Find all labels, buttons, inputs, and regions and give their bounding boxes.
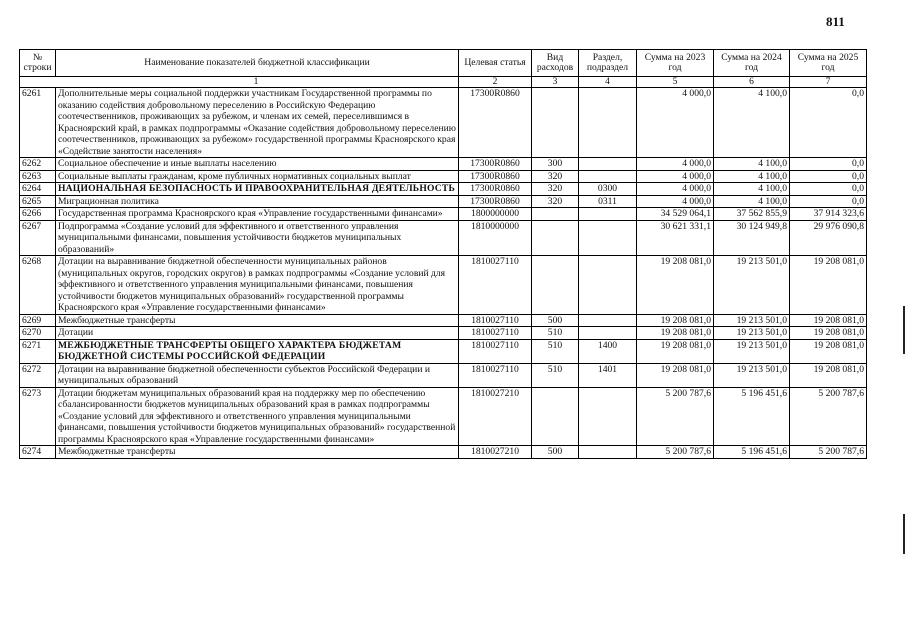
row-name: Межбюджетные трансферты xyxy=(56,446,459,459)
row-target-code: 1810027210 xyxy=(459,446,532,459)
row-number: 6269 xyxy=(20,314,56,327)
row-sum-2024: 4 100,0 xyxy=(714,88,790,158)
column-number-row xyxy=(20,77,867,88)
row-sum-2023: 5 200 787,6 xyxy=(637,387,714,446)
row-sum-2023: 30 621 331,1 xyxy=(637,220,714,256)
row-expense-type: 300 xyxy=(532,158,579,171)
row-target-code: 1810027110 xyxy=(459,363,532,387)
row-sum-2023: 4 000,0 xyxy=(637,183,714,196)
row-section xyxy=(579,256,637,315)
row-number: 6266 xyxy=(20,208,56,221)
table-body xyxy=(20,88,867,459)
row-name: Дополнительные меры социальной поддержки участникам Государственной программы по оказанию содействия добровольному переселению в Российскую Федерацию соотечественников, проживающих за рубежом, и членам их семей, переселившимся в Красноярский край, в рамках подпрограммы «Оказание содействия добровольному переселению соотечественников, проживающих за рубежом» государственной программы Красноярского края «Содействие занятости населения» xyxy=(56,88,459,158)
row-sum-2023: 19 208 081,0 xyxy=(637,363,714,387)
table-row xyxy=(20,220,867,256)
row-target-code: 1800000000 xyxy=(459,208,532,221)
row-section: 0311 xyxy=(579,195,637,208)
row-sum-2025: 0,0 xyxy=(790,195,867,208)
row-number: 6268 xyxy=(20,256,56,315)
row-expense-type: 320 xyxy=(532,195,579,208)
row-sum-2024: 19 213 501,0 xyxy=(714,256,790,315)
budget-table xyxy=(19,49,867,459)
row-target-code: 17300R0860 xyxy=(459,183,532,196)
row-expense-type xyxy=(532,220,579,256)
row-target-code: 17300R0860 xyxy=(459,158,532,171)
row-sum-2023: 19 208 081,0 xyxy=(637,256,714,315)
row-sum-2025: 0,0 xyxy=(790,170,867,183)
row-sum-2024: 4 100,0 xyxy=(714,183,790,196)
row-sum-2025: 19 208 081,0 xyxy=(790,314,867,327)
row-sum-2025: 0,0 xyxy=(790,183,867,196)
row-sum-2024: 4 100,0 xyxy=(714,158,790,171)
header-sum-2023: Сумма на 2023 год xyxy=(637,50,714,77)
row-sum-2024: 19 213 501,0 xyxy=(714,363,790,387)
row-target-code: 1810027110 xyxy=(459,339,532,363)
row-sum-2025: 5 200 787,6 xyxy=(790,387,867,446)
row-sum-2023: 4 000,0 xyxy=(637,158,714,171)
row-name: Дотации xyxy=(56,327,459,340)
row-number: 6264 xyxy=(20,183,56,196)
row-sum-2024: 19 213 501,0 xyxy=(714,339,790,363)
row-section xyxy=(579,88,637,158)
header-section: Раздел, подраздел xyxy=(579,50,637,77)
header-target: Целевая статья xyxy=(459,50,532,77)
row-name: Миграционная политика xyxy=(56,195,459,208)
row-sum-2025: 19 208 081,0 xyxy=(790,339,867,363)
table-row xyxy=(20,387,867,446)
row-expense-type: 500 xyxy=(532,446,579,459)
row-sum-2025: 5 200 787,6 xyxy=(790,446,867,459)
row-sum-2024: 5 196 451,6 xyxy=(714,446,790,459)
row-name: Дотации на выравнивание бюджетной обеспеченности муниципальных районов (муниципальных округов, городских округов) в рамках подпрограммы «Создание условий для эффективного и ответственного управления муниципальными финансами, повышения устойчивости бюджетов муниципальных образований» государственной программы Красноярского края «Управление государственными финансами» xyxy=(56,256,459,315)
row-section xyxy=(579,220,637,256)
row-target-code: 1810027110 xyxy=(459,314,532,327)
row-sum-2023: 5 200 787,6 xyxy=(637,446,714,459)
header-row xyxy=(20,50,867,77)
row-target-code: 17300R0860 xyxy=(459,170,532,183)
row-sum-2024: 4 100,0 xyxy=(714,170,790,183)
page-number: 811 xyxy=(826,14,845,29)
table-row xyxy=(20,339,867,363)
row-sum-2023: 19 208 081,0 xyxy=(637,314,714,327)
row-sum-2025: 19 208 081,0 xyxy=(790,363,867,387)
row-expense-type xyxy=(532,208,579,221)
row-number: 6267 xyxy=(20,220,56,256)
column-number: 4 xyxy=(579,77,637,88)
row-sum-2024: 19 213 501,0 xyxy=(714,314,790,327)
row-expense-type: 320 xyxy=(532,183,579,196)
column-number: 1 xyxy=(20,77,459,88)
table-row xyxy=(20,183,867,196)
column-number: 3 xyxy=(532,77,579,88)
row-section xyxy=(579,446,637,459)
row-section xyxy=(579,314,637,327)
header-name: Наименование показателей бюджетной классификации xyxy=(56,50,459,77)
table-row xyxy=(20,158,867,171)
row-sum-2024: 5 196 451,6 xyxy=(714,387,790,446)
row-sum-2025: 19 208 081,0 xyxy=(790,256,867,315)
table-row xyxy=(20,314,867,327)
row-number: 6271 xyxy=(20,339,56,363)
row-name: Межбюджетные трансферты xyxy=(56,314,459,327)
row-target-code: 17300R0860 xyxy=(459,195,532,208)
row-sum-2024: 19 213 501,0 xyxy=(714,327,790,340)
row-number: 6261 xyxy=(20,88,56,158)
row-expense-type xyxy=(532,387,579,446)
row-target-code: 1810027110 xyxy=(459,256,532,315)
header-sum-2024: Сумма на 2024 год xyxy=(714,50,790,77)
row-section: 1401 xyxy=(579,363,637,387)
row-sum-2024: 4 100,0 xyxy=(714,195,790,208)
row-sum-2025: 37 914 323,6 xyxy=(790,208,867,221)
header-row-no: № строки xyxy=(20,50,56,77)
table-row xyxy=(20,208,867,221)
header-expense-type: Вид расходов xyxy=(532,50,579,77)
column-number: 5 xyxy=(637,77,714,88)
row-sum-2023: 19 208 081,0 xyxy=(637,327,714,340)
row-name: НАЦИОНАЛЬНАЯ БЕЗОПАСНОСТЬ И ПРАВООХРАНИТЕЛЬНАЯ ДЕЯТЕЛЬНОСТЬ xyxy=(56,183,459,196)
row-expense-type: 510 xyxy=(532,327,579,340)
row-section: 0300 xyxy=(579,183,637,196)
row-expense-type xyxy=(532,88,579,158)
row-sum-2025: 0,0 xyxy=(790,88,867,158)
row-expense-type: 320 xyxy=(532,170,579,183)
row-sum-2023: 4 000,0 xyxy=(637,170,714,183)
row-number: 6274 xyxy=(20,446,56,459)
row-name: Социальное обеспечение и иные выплаты населению xyxy=(56,158,459,171)
table-row xyxy=(20,88,867,158)
table-row xyxy=(20,170,867,183)
row-sum-2025: 19 208 081,0 xyxy=(790,327,867,340)
row-name: Социальные выплаты гражданам, кроме публичных нормативных социальных выплат xyxy=(56,170,459,183)
row-number: 6263 xyxy=(20,170,56,183)
row-section xyxy=(579,170,637,183)
row-sum-2023: 34 529 064,1 xyxy=(637,208,714,221)
row-number: 6265 xyxy=(20,195,56,208)
row-target-code: 1810027210 xyxy=(459,387,532,446)
table-row xyxy=(20,256,867,315)
row-expense-type: 500 xyxy=(532,314,579,327)
row-section xyxy=(579,158,637,171)
column-number: 7 xyxy=(790,77,867,88)
table-row xyxy=(20,446,867,459)
row-name: Дотации бюджетам муниципальных образований края на поддержку мер по обеспечению сбалансированности бюджетов муниципальных образований края в рамках подпрограммы «Создание условий для эффективного и ответственного управления муниципальными финансами, повышения устойчивости бюджетов муниципальных образований» государственной программы Красноярского края «Управление государственными финансами» xyxy=(56,387,459,446)
row-sum-2023: 19 208 081,0 xyxy=(637,339,714,363)
row-expense-type xyxy=(532,256,579,315)
row-target-code: 17300R0860 xyxy=(459,88,532,158)
row-number: 6262 xyxy=(20,158,56,171)
row-name: Государственная программа Красноярского края «Управление государственными финансами» xyxy=(56,208,459,221)
table-row xyxy=(20,363,867,387)
row-sum-2023: 4 000,0 xyxy=(637,88,714,158)
column-number: 6 xyxy=(714,77,790,88)
row-expense-type: 510 xyxy=(532,339,579,363)
row-section xyxy=(579,208,637,221)
row-number: 6270 xyxy=(20,327,56,340)
header-sum-2025: Сумма на 2025 год xyxy=(790,50,867,77)
row-sum-2023: 4 000,0 xyxy=(637,195,714,208)
row-name: Подпрограмма «Создание условий для эффективного и ответственного управления муниципальными финансами, повышения устойчивости бюджетов муниципальных образований» xyxy=(56,220,459,256)
row-expense-type: 510 xyxy=(532,363,579,387)
row-sum-2024: 37 562 855,9 xyxy=(714,208,790,221)
row-name: Дотации на выравнивание бюджетной обеспеченности субъектов Российской Федерации и муниципальных образований xyxy=(56,363,459,387)
row-section xyxy=(579,387,637,446)
row-number: 6273 xyxy=(20,387,56,446)
row-target-code: 1810027110 xyxy=(459,327,532,340)
table-row xyxy=(20,327,867,340)
row-name: МЕЖБЮДЖЕТНЫЕ ТРАНСФЕРТЫ ОБЩЕГО ХАРАКТЕРА БЮДЖЕТАМ БЮДЖЕТНОЙ СИСТЕМЫ РОССИЙСКОЙ ФЕДЕРАЦИИ xyxy=(56,339,459,363)
row-number: 6272 xyxy=(20,363,56,387)
row-target-code: 1810000000 xyxy=(459,220,532,256)
table-row xyxy=(20,195,867,208)
row-sum-2024: 30 124 949,8 xyxy=(714,220,790,256)
column-number: 2 xyxy=(459,77,532,88)
row-sum-2025: 29 976 090,8 xyxy=(790,220,867,256)
row-sum-2025: 0,0 xyxy=(790,158,867,171)
row-section: 1400 xyxy=(579,339,637,363)
row-section xyxy=(579,327,637,340)
